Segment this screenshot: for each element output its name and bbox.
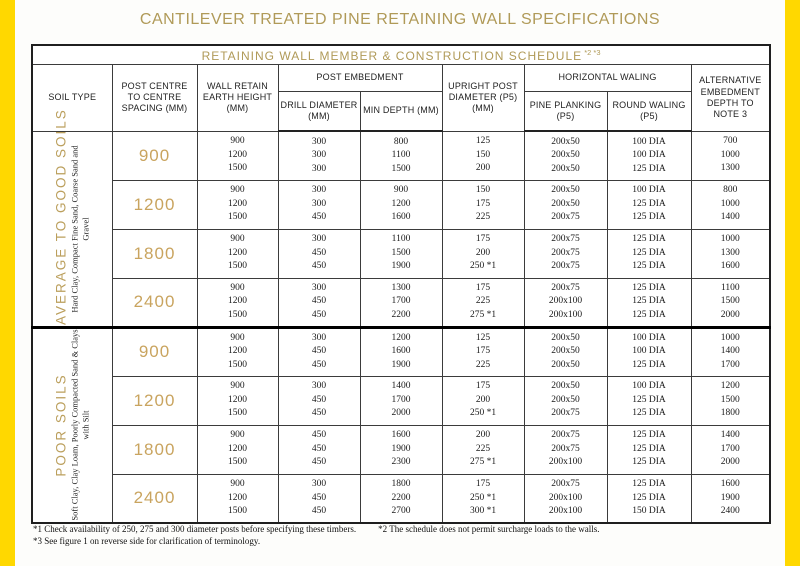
value-line: 1500	[228, 457, 247, 468]
value-line: 300	[311, 150, 327, 160]
value-line: 300	[311, 163, 327, 174]
header-alternative-embedment: ALTERNATIVE EMBEDMENT DEPTH TO NOTE 3	[691, 65, 770, 132]
drill-diameter-cell	[278, 376, 360, 425]
value-line: 200x50	[551, 394, 580, 405]
value-line: 900	[230, 381, 245, 392]
value-line: 200x50	[551, 185, 580, 196]
value-line: 900	[230, 136, 245, 147]
value-line: 1600	[391, 346, 411, 357]
value-line: 200x75	[551, 443, 580, 454]
round-waling-cell	[607, 278, 691, 327]
value-line: 200x75	[551, 408, 580, 419]
header-upright-post: UPRIGHT POST DIAMETER (P5) (MM)	[442, 65, 524, 132]
value-line: 225	[475, 359, 491, 370]
value-line: 450	[311, 309, 327, 320]
value-line: 125 DIA	[632, 457, 666, 468]
value-line: 450	[311, 346, 327, 357]
soil-group-name: AVERAGE TO GOOD SOILS	[53, 107, 69, 325]
upright-post-cell	[442, 131, 524, 180]
value-line: 100 DIA	[632, 185, 666, 196]
min-depth-cell	[360, 376, 442, 425]
value-line: 900	[230, 185, 245, 196]
alternative-embedment-cell	[691, 376, 770, 425]
value-line: 1500	[391, 247, 411, 258]
value-line: 1200	[228, 443, 247, 454]
value-line: 150	[475, 149, 491, 160]
value-line: 1600	[720, 261, 740, 272]
value-line: 1000	[720, 149, 740, 160]
pine-planking-cell	[524, 474, 607, 523]
value-line: 225	[475, 296, 491, 307]
value-line: 1100	[720, 282, 740, 293]
value-line: 1900	[391, 443, 411, 454]
round-waling-cell	[607, 180, 691, 229]
soil-type-cell	[32, 107, 112, 327]
alternative-embedment-cell	[691, 425, 770, 474]
value-line: 200	[475, 394, 491, 405]
soil-type-label	[53, 107, 91, 325]
value-line: 2000	[391, 408, 411, 419]
round-waling-cell	[607, 131, 691, 180]
spacing-block-row	[32, 474, 770, 523]
value-line: 450	[311, 443, 327, 454]
schedule-title-notes: *2 *3	[582, 47, 601, 57]
value-line: 900	[230, 479, 245, 489]
value-line: 1300	[720, 247, 740, 258]
value-line: 1700	[720, 443, 740, 454]
footnote-3: *3 See figure 1 on reverse side for clarification of terminology.	[33, 536, 261, 546]
value-line: 2300	[391, 457, 411, 468]
value-line: 1000	[720, 198, 740, 209]
value-line: 175	[475, 234, 491, 245]
value-line: 125 DIA	[632, 234, 666, 245]
footnote-1: *1 Check availability of 250, 275 and 300 diameter posts before specifying these timbers.	[33, 524, 357, 534]
value-line: 1600	[391, 212, 411, 223]
drill-diameter-cell	[278, 278, 360, 327]
wall-height-cell	[197, 278, 278, 327]
value-line: 125 DIA	[632, 479, 666, 489]
value-line: 1800	[720, 408, 740, 419]
value-line: 450	[311, 457, 327, 468]
right-yellow-stripe	[785, 0, 800, 566]
value-line: 900	[230, 282, 245, 293]
value-line: 100 DIA	[632, 136, 666, 147]
value-line: 1400	[720, 212, 740, 223]
value-line: 200x50	[551, 332, 580, 343]
drill-diameter-cell	[278, 131, 360, 180]
value-line: 125 DIA	[632, 163, 666, 174]
header-wall-height: WALL RETAIN EARTH HEIGHT (MM)	[197, 65, 278, 132]
value-line: 1200	[228, 394, 247, 405]
header-horizontal-waling: HORIZONTAL WALING	[524, 65, 691, 92]
value-line: 1600	[720, 479, 740, 489]
post-spacing-cell: 900	[112, 131, 197, 180]
round-waling-cell	[607, 425, 691, 474]
post-spacing-cell: 2400	[112, 474, 197, 523]
value-line: 200x50	[551, 359, 580, 370]
pine-planking-cell	[524, 376, 607, 425]
value-line: 1900	[391, 359, 411, 370]
value-line: 125 DIA	[632, 247, 666, 258]
value-line: 125 DIA	[632, 359, 666, 370]
value-line: 1400	[720, 430, 740, 441]
value-line: 150	[475, 185, 491, 196]
drill-diameter-cell	[278, 327, 360, 376]
header-round-waling: ROUND WALING (P5)	[607, 92, 691, 132]
soil-group-description: Hard Clay, Compact Fine Sand, Coarse Sand and Gravel	[69, 144, 91, 313]
round-waling-cell	[607, 376, 691, 425]
min-depth-cell	[360, 180, 442, 229]
value-line: 200x50	[551, 136, 580, 147]
post-spacing-cell: 1200	[112, 180, 197, 229]
footnote-line-2	[33, 535, 773, 547]
value-line: 125 DIA	[632, 430, 666, 441]
value-line: 200x100	[548, 457, 583, 468]
value-line: 800	[723, 185, 738, 196]
value-line: 300	[311, 332, 327, 343]
alternative-embedment-cell	[691, 229, 770, 278]
post-spacing-cell: 2400	[112, 278, 197, 327]
value-line: 200x75	[551, 261, 580, 272]
value-line: 200x75	[551, 282, 580, 293]
post-spacing-cell: 1800	[112, 229, 197, 278]
drill-diameter-cell	[278, 229, 360, 278]
upright-post-cell	[442, 425, 524, 474]
value-line: 450	[311, 394, 327, 405]
value-line: 1200	[391, 198, 411, 209]
post-spacing-cell: 1800	[112, 425, 197, 474]
wall-height-cell	[197, 131, 278, 180]
alternative-embedment-cell	[691, 131, 770, 180]
value-line: 1200	[720, 381, 740, 392]
value-line: 200x50	[551, 381, 580, 392]
value-line: 1400	[391, 381, 411, 392]
soil-group-name: POOR SOILS	[53, 373, 69, 477]
upright-post-cell	[442, 376, 524, 425]
value-line: 250 *1	[469, 408, 497, 419]
value-line: 1200	[228, 296, 247, 307]
value-line: 200	[475, 163, 491, 174]
value-line: 125	[475, 332, 491, 343]
value-line: 1800	[391, 479, 411, 489]
value-line: 700	[723, 136, 738, 147]
value-line: 200x75	[551, 247, 580, 258]
value-line: 200x50	[551, 346, 580, 357]
pine-planking-cell	[524, 327, 607, 376]
alternative-embedment-cell	[691, 474, 770, 523]
value-line: 200x50	[551, 150, 580, 160]
alternative-embedment-cell	[691, 327, 770, 376]
value-line: 150 DIA	[632, 506, 666, 516]
value-line: 300	[311, 381, 327, 392]
value-line: 1300	[720, 163, 740, 174]
value-line: 1500	[228, 359, 247, 370]
value-line: 100 DIA	[632, 381, 666, 392]
value-line: 1200	[228, 149, 247, 160]
value-line: 1000	[720, 332, 740, 343]
header-drill-diameter: DRILL DIAMETER (MM)	[278, 92, 360, 132]
value-line: 2400	[720, 506, 740, 516]
value-line: 125 DIA	[632, 443, 666, 454]
pine-planking-cell	[524, 278, 607, 327]
value-line: 125 DIA	[632, 408, 666, 419]
spacing-block-row	[32, 229, 770, 278]
value-line: 450	[311, 359, 327, 370]
value-line: 175	[475, 381, 491, 392]
value-line: 200x100	[548, 309, 583, 320]
value-line: 1100	[391, 234, 411, 245]
value-line: 1700	[391, 296, 411, 307]
soil-group-description: Soft Clay, Clay Loam, Poorly Compacted Sand & Clays with Silt	[69, 329, 91, 521]
value-line: 200	[475, 247, 491, 258]
value-line: 200x100	[548, 506, 583, 516]
soil-type-cell	[32, 327, 112, 523]
min-depth-cell	[360, 229, 442, 278]
value-line: 2000	[720, 309, 740, 320]
value-line: 1900	[391, 261, 411, 272]
footnotes	[33, 523, 773, 547]
value-line: 225	[475, 443, 491, 454]
value-line: 900	[230, 430, 245, 441]
value-line: 250 *1	[469, 492, 497, 503]
value-line: 1700	[720, 359, 740, 370]
value-line: 450	[311, 506, 327, 516]
spacing-block-row	[32, 327, 770, 376]
value-line: 1500	[720, 394, 740, 405]
schedule-title-text: RETAINING WALL MEMBER & CONSTRUCTION SCHEDULE	[201, 48, 583, 63]
value-line: 1500	[228, 408, 247, 419]
value-line: 450	[311, 296, 327, 307]
value-line: 450	[311, 261, 327, 272]
value-line: 900	[393, 185, 409, 196]
value-line: 300	[311, 198, 327, 209]
left-yellow-stripe	[0, 0, 15, 566]
value-line: 1900	[720, 492, 740, 503]
value-line: 1500	[391, 163, 411, 174]
upright-post-cell	[442, 229, 524, 278]
value-line: 1200	[391, 332, 411, 343]
value-line: 175	[475, 346, 491, 357]
value-line: 125	[475, 136, 491, 147]
min-depth-cell	[360, 327, 442, 376]
value-line: 2200	[391, 492, 411, 503]
value-line: 200	[475, 430, 491, 441]
value-line: 125 DIA	[632, 309, 666, 320]
value-line: 300 *1	[469, 506, 497, 516]
value-line: 300	[311, 234, 327, 245]
value-line: 125 DIA	[632, 282, 666, 293]
alternative-embedment-cell	[691, 278, 770, 327]
specification-table	[31, 44, 771, 524]
value-line: 200x50	[551, 163, 580, 174]
value-line: 250 *1	[469, 261, 497, 272]
value-line: 200x100	[548, 492, 583, 503]
value-line: 1500	[228, 506, 247, 516]
value-line: 200x75	[551, 430, 580, 441]
min-depth-cell	[360, 131, 442, 180]
value-line: 125 DIA	[632, 492, 666, 503]
value-line: 200x100	[548, 296, 583, 307]
value-line: 450	[311, 408, 327, 419]
value-line: 200x50	[551, 198, 580, 209]
wall-height-cell	[197, 425, 278, 474]
spacing-block-row	[32, 376, 770, 425]
alternative-embedment-cell	[691, 180, 770, 229]
value-line: 1500	[228, 309, 247, 320]
schedule-title	[32, 45, 770, 65]
header-soil-type: SOIL TYPE	[32, 65, 112, 132]
value-line: 175	[475, 479, 491, 489]
header-pine-planking: PINE PLANKING (P5)	[524, 92, 607, 132]
value-line: 1200	[228, 492, 247, 503]
value-line: 450	[311, 212, 327, 223]
value-line: 1500	[228, 261, 247, 272]
value-line: 125 DIA	[632, 198, 666, 209]
round-waling-cell	[607, 474, 691, 523]
round-waling-cell	[607, 327, 691, 376]
footnote-line-1	[33, 523, 773, 535]
spacing-block-row	[32, 131, 770, 180]
value-line: 175	[475, 282, 491, 293]
pine-planking-cell	[524, 131, 607, 180]
value-line: 100 DIA	[632, 332, 666, 343]
min-depth-cell	[360, 474, 442, 523]
value-line: 1200	[228, 346, 247, 357]
value-line: 125 DIA	[632, 394, 666, 405]
value-line: 900	[230, 332, 245, 343]
header-min-depth: MIN DEPTH (MM)	[360, 92, 442, 132]
spacing-block-row	[32, 180, 770, 229]
upright-post-cell	[442, 180, 524, 229]
value-line: 300	[311, 136, 327, 147]
value-line: 1200	[228, 247, 247, 258]
value-line: 1500	[228, 163, 247, 174]
wall-height-cell	[197, 327, 278, 376]
upright-post-cell	[442, 278, 524, 327]
drill-diameter-cell	[278, 180, 360, 229]
header-row-1	[32, 65, 770, 92]
value-line: 175	[475, 198, 491, 209]
value-line: 450	[311, 247, 327, 258]
min-depth-cell	[360, 425, 442, 474]
value-line: 100 DIA	[632, 150, 666, 160]
value-line: 1200	[228, 198, 247, 209]
value-line: 2200	[391, 309, 411, 320]
value-line: 1000	[720, 234, 740, 245]
spacing-block-row	[32, 425, 770, 474]
value-line: 1300	[391, 282, 411, 293]
wall-height-cell	[197, 474, 278, 523]
drill-diameter-cell	[278, 474, 360, 523]
value-line: 300	[311, 479, 327, 489]
value-line: 300	[311, 282, 327, 293]
drill-diameter-cell	[278, 425, 360, 474]
pine-planking-cell	[524, 180, 607, 229]
header-post-embedment: POST EMBEDMENT	[278, 65, 442, 92]
soil-type-label	[54, 329, 91, 521]
value-line: 2700	[391, 506, 411, 516]
value-line: 1500	[228, 212, 247, 223]
spacing-block-row	[32, 278, 770, 327]
wall-height-cell	[197, 180, 278, 229]
value-line: 125 DIA	[632, 261, 666, 272]
value-line: 300	[311, 185, 327, 196]
value-line: 100 DIA	[632, 346, 666, 357]
value-line: 1700	[391, 394, 411, 405]
header-post-spacing: POST CENTRE TO CENTRE SPACING (MM)	[112, 65, 197, 132]
min-depth-cell	[360, 278, 442, 327]
value-line: 1400	[720, 346, 740, 357]
value-line: 275 *1	[469, 457, 497, 468]
value-line: 800	[393, 136, 409, 147]
schedule-title-row	[32, 45, 770, 65]
value-line: 275 *1	[469, 309, 497, 320]
value-line: 125 DIA	[632, 212, 666, 223]
value-line: 1600	[391, 430, 411, 441]
value-line: 1100	[391, 150, 411, 160]
page-title: CANTILEVER TREATED PINE RETAINING WALL SPECIFICATIONS	[139, 11, 661, 28]
upright-post-cell	[442, 327, 524, 376]
value-line: 225	[475, 212, 491, 223]
value-line: 200x75	[551, 212, 580, 223]
wall-height-cell	[197, 229, 278, 278]
wall-height-cell	[197, 376, 278, 425]
upright-post-cell	[442, 474, 524, 523]
value-line: 900	[230, 234, 245, 245]
post-spacing-cell: 1200	[112, 376, 197, 425]
value-line: 125 DIA	[632, 296, 666, 307]
value-line: 2000	[720, 457, 740, 468]
post-spacing-cell: 900	[112, 327, 197, 376]
value-line: 450	[311, 430, 327, 441]
pine-planking-cell	[524, 425, 607, 474]
footnote-2: *2 The schedule does not permit surcharge loads to the walls.	[378, 524, 600, 534]
value-line: 450	[311, 492, 327, 503]
value-line: 200x75	[551, 479, 580, 489]
value-line: 200x75	[551, 234, 580, 245]
pine-planking-cell	[524, 229, 607, 278]
value-line: 1500	[720, 296, 740, 307]
round-waling-cell	[607, 229, 691, 278]
